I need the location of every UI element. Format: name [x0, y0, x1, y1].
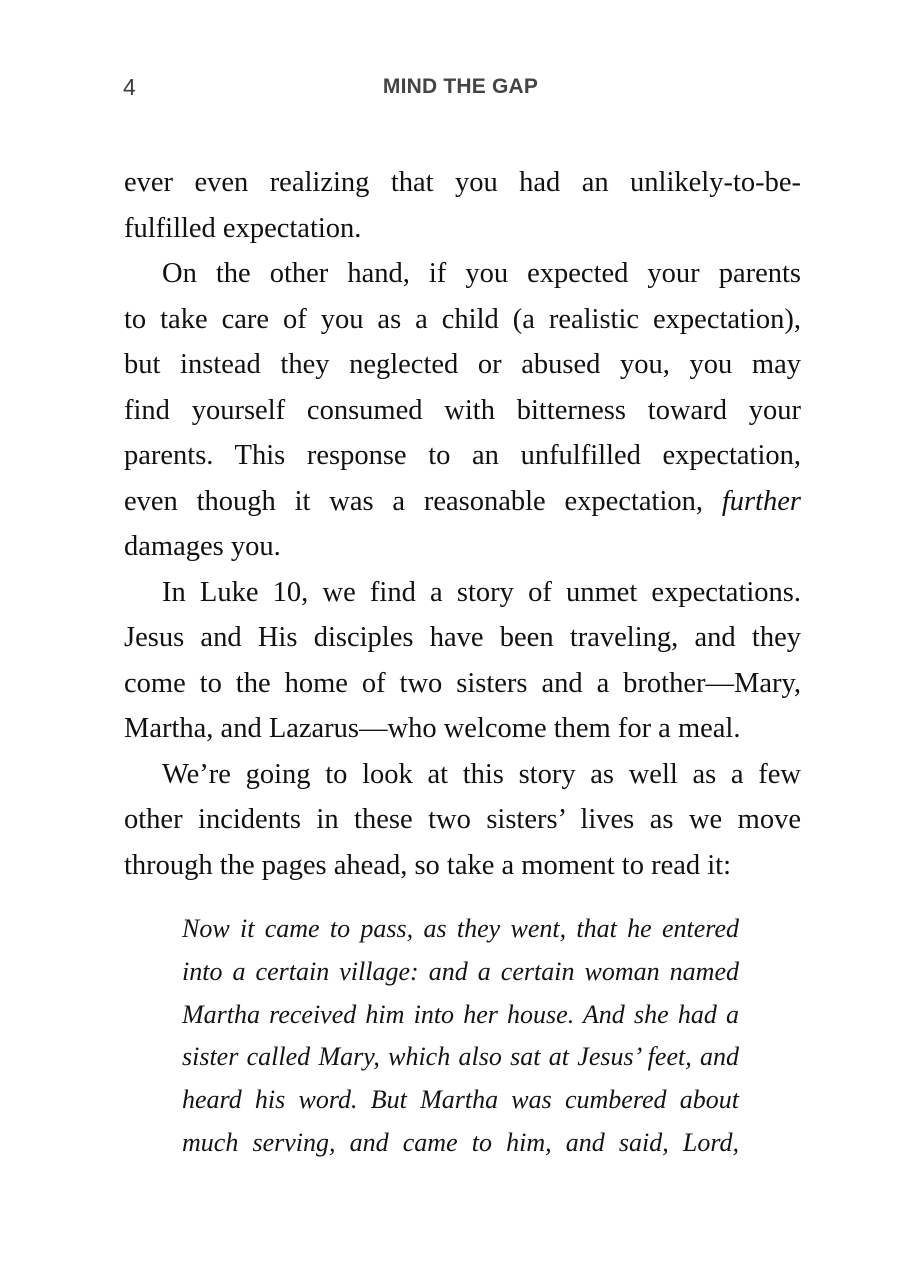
- text-line: through the pages ahead, so take a moment to read it:: [124, 849, 732, 881]
- page-number: 4: [123, 74, 136, 100]
- emphasis-text: further: [721, 485, 802, 517]
- text-line: In Luke 10, we find a story of unmet expectations.: [162, 576, 801, 608]
- scripture-quote: [182, 908, 739, 1165]
- text-line: come to the home of two sisters and a brother—Mary,: [124, 667, 801, 699]
- quote-line: into a certain village: and a certain woman named: [182, 956, 739, 986]
- running-title: MIND THE GAP: [382, 75, 539, 98]
- text-line: On the other hand, if you expected your parents: [162, 258, 801, 289]
- quote-line: much serving, and came to him, and said, Lord,: [182, 1127, 739, 1157]
- text-line: Martha, and Lazarus—who welcome them for a meal.: [124, 713, 741, 744]
- quote-line: heard his word. But Martha was cumbered about: [182, 1085, 739, 1115]
- quote-line: Martha received him into her house. And she had a: [182, 999, 739, 1029]
- text-run: even though it was a reasonable expectation,: [124, 485, 704, 517]
- text-line: We’re going to look at this story as well as a few: [162, 758, 801, 790]
- text-line: but instead they neglected or abused you, you may: [124, 349, 801, 380]
- text-line-with-emphasis: [124, 479, 801, 525]
- body-text: [124, 160, 801, 888]
- text-line: ever even realizing that you had an unlikely-to-be-: [124, 167, 801, 198]
- text-line: damages you.: [124, 531, 281, 562]
- text-line: fulfilled expectation.: [124, 212, 362, 244]
- text-line: find yourself consumed with bitterness toward your: [124, 394, 801, 426]
- quote-line: Now it came to pass, as they went, that he entered: [182, 914, 739, 943]
- text-line: to take care of you as a child (a realistic expectation),: [124, 303, 801, 335]
- quote-line: sister called Mary, which also sat at Jesus’ feet, and: [182, 1042, 739, 1072]
- text-line: other incidents in these two sisters’ lives as we move: [124, 804, 801, 835]
- text-line: parents. This response to an unfulfilled expectation,: [124, 440, 801, 471]
- text-line: Jesus and His disciples have been traveling, and they: [124, 622, 801, 653]
- running-header: [0, 70, 921, 106]
